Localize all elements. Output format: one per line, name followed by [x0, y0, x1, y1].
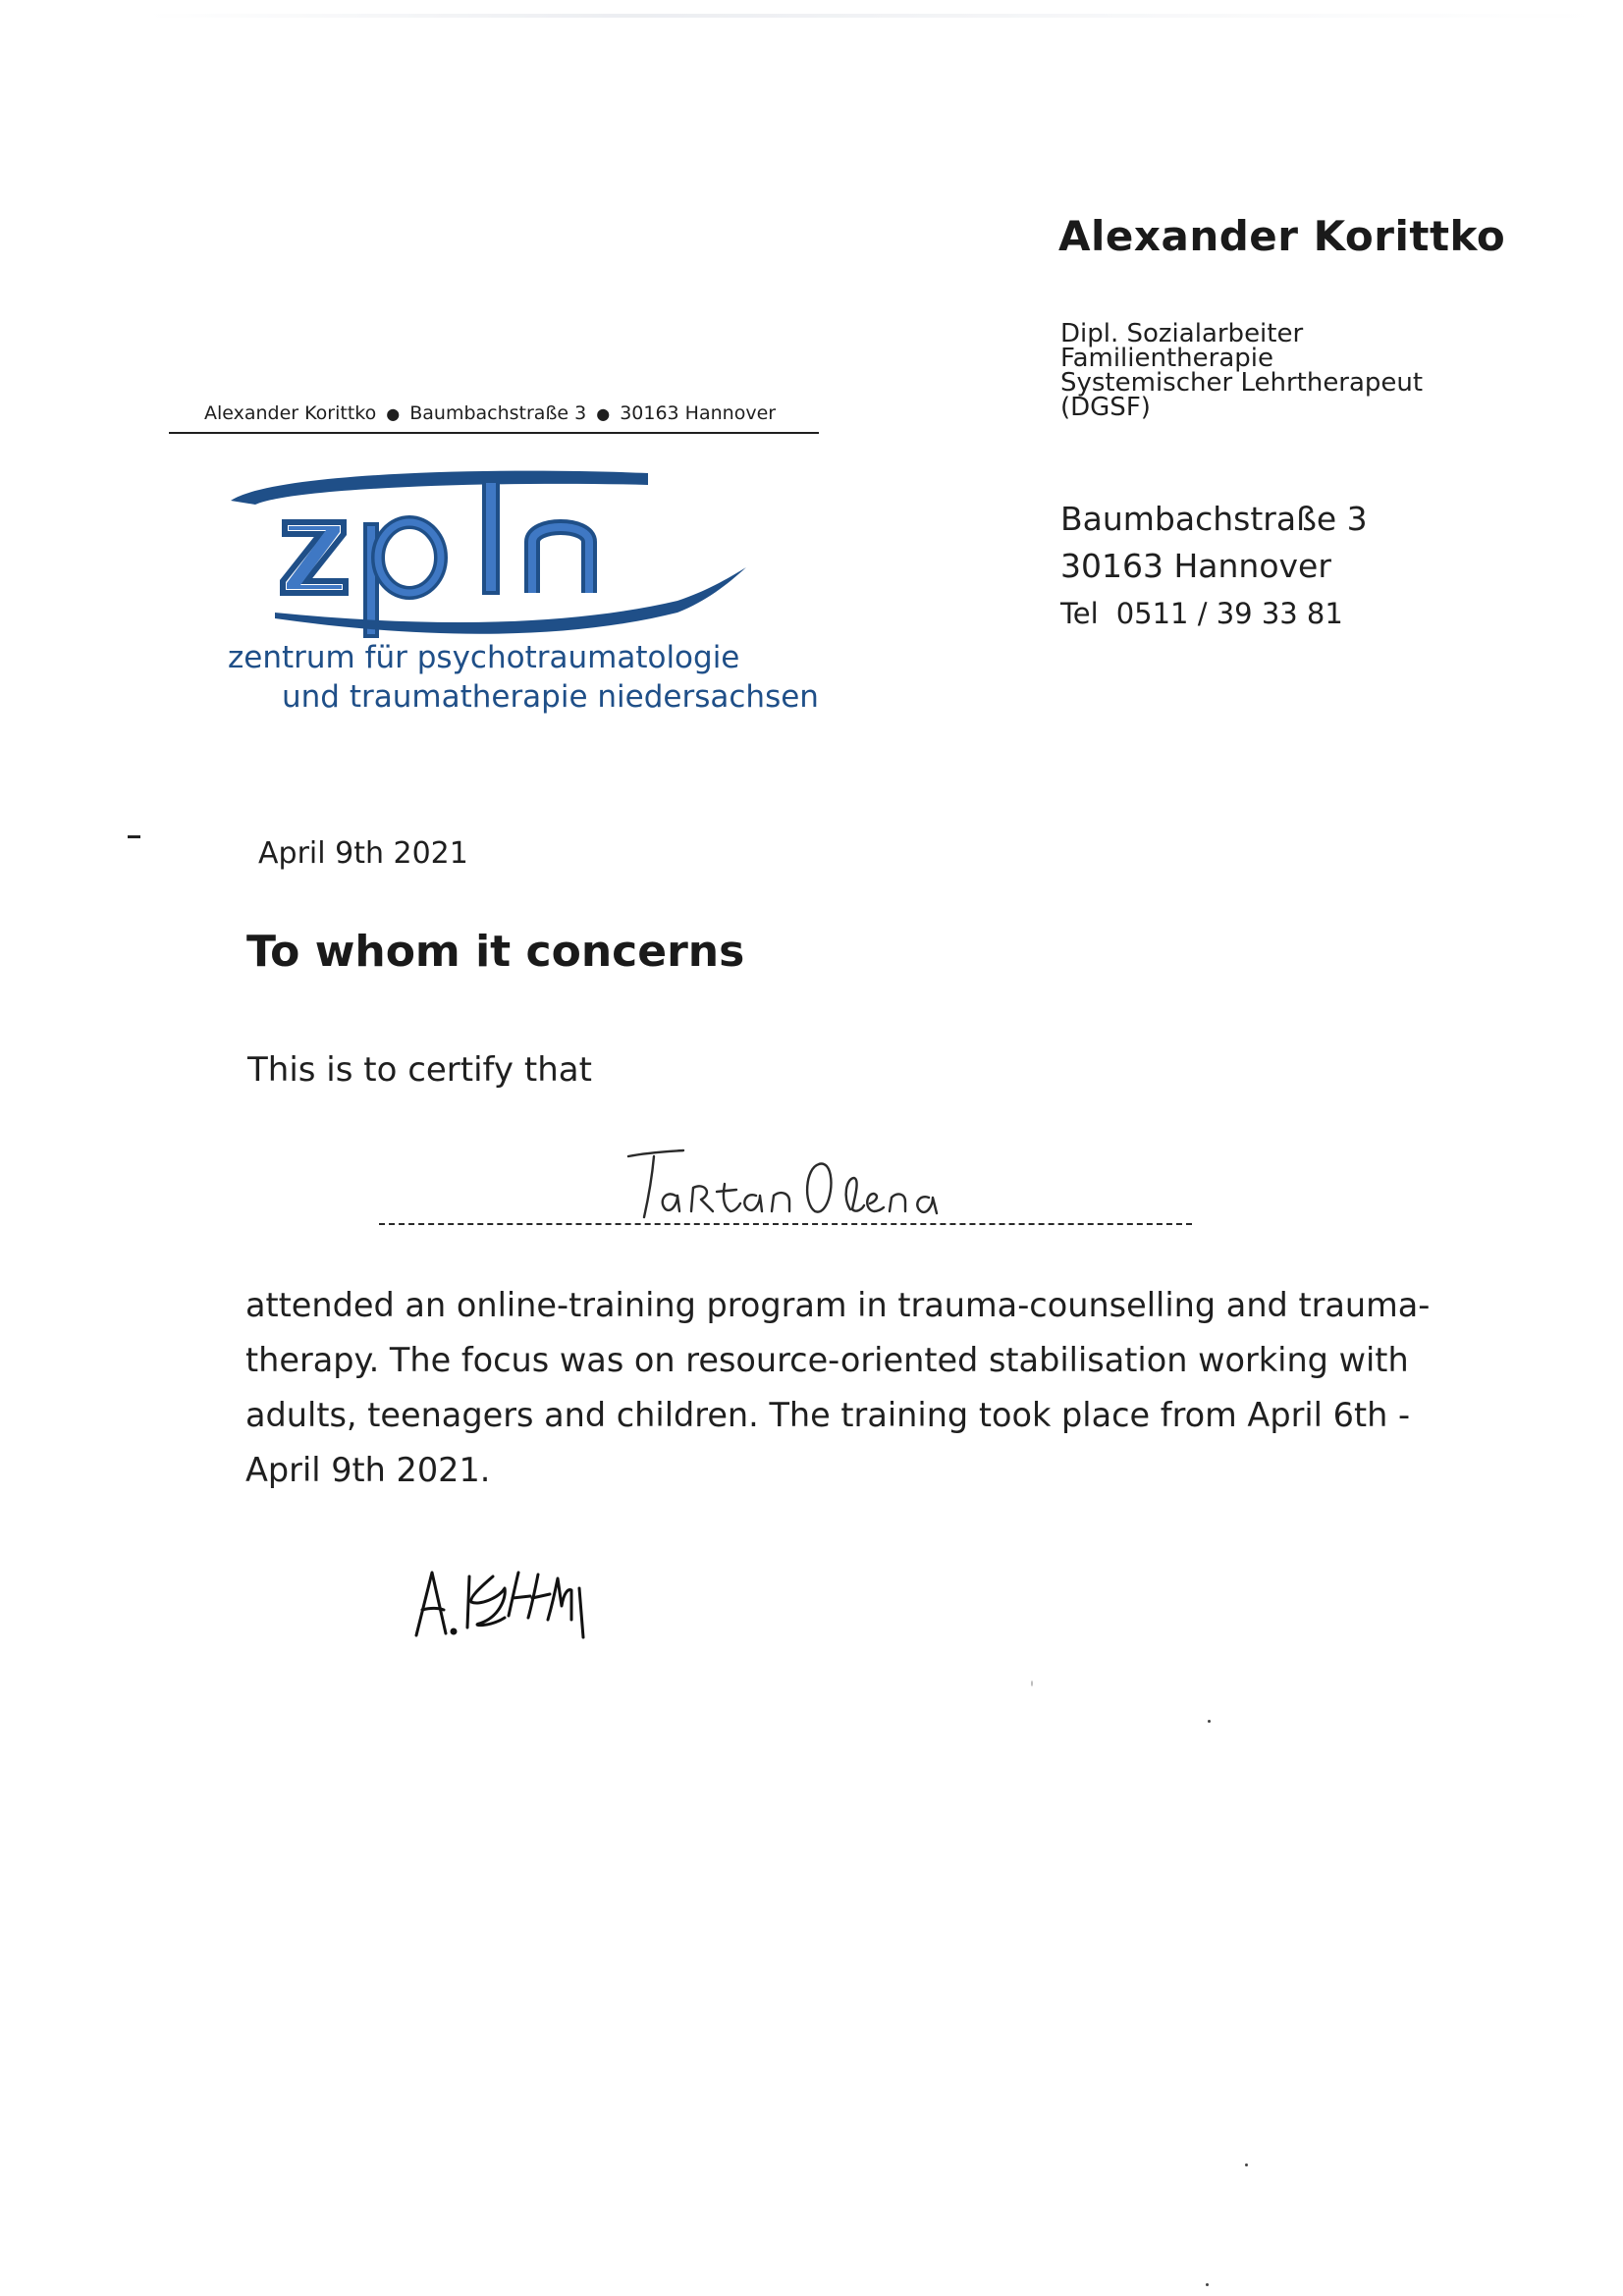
body-line: attended an online-training program in trauma-counselling and trauma- [245, 1286, 1431, 1324]
certificate-body [245, 1278, 1483, 1498]
scan-speck [1206, 2283, 1209, 2286]
sender-phone [1060, 590, 1368, 637]
sender-street: Baumbachstraße 3 [1060, 500, 1368, 538]
return-address-city: 30163 Hannover [620, 402, 777, 424]
return-address-name: Alexander Korittko [204, 402, 377, 424]
sender-title-line: Familientherapie [1060, 344, 1273, 373]
logo-caption [228, 638, 819, 717]
zptn-logo [216, 454, 805, 650]
return-address-street: Baumbachstraße 3 [409, 402, 587, 424]
sender-title-line: (DGSF) [1060, 393, 1151, 422]
logo-bottom-swoosh [275, 567, 746, 634]
participant-name-line [379, 1223, 1192, 1225]
fold-mark [128, 835, 140, 838]
logo-caption-line: und traumatherapie niedersachsen [282, 679, 819, 715]
letter-salutation: To whom it concerns [246, 927, 745, 977]
sender-titles [1060, 319, 1424, 422]
logo-letter-t [484, 481, 498, 593]
return-address [204, 402, 776, 424]
body-line: April 9th 2021. [245, 1451, 491, 1489]
sender-title-line: Systemischer Lehrtherapeut [1060, 368, 1424, 398]
logo-caption-line: zentrum für psychotraumatologie [228, 640, 740, 675]
certify-intro: This is to certify that [247, 1050, 592, 1090]
logo-top-swoosh [231, 471, 648, 505]
scan-speck [1208, 1720, 1211, 1723]
signature [410, 1559, 636, 1647]
sender-city: 30163 Hannover [1060, 547, 1331, 585]
phone-number: 0511 / 39 33 81 [1115, 597, 1343, 630]
scan-speck [1031, 1681, 1033, 1686]
bullet-separator: ● [596, 404, 611, 423]
sender-address [1060, 496, 1368, 637]
sender-name: Alexander Korittko [1058, 212, 1506, 260]
participant-name-handwritten [619, 1139, 952, 1227]
logo-letter-n [532, 527, 589, 593]
sender-title-line: Dipl. Sozialarbeiter [1060, 319, 1304, 348]
phone-label: Tel [1060, 597, 1099, 630]
return-address-rule [169, 432, 819, 434]
scan-speck [1245, 2163, 1248, 2166]
body-line: adults, teenagers and children. The training took place from April 6th - [245, 1396, 1411, 1434]
scan-edge-artifact [147, 14, 1600, 18]
body-line: therapy. The focus was on resource-oriented stabilisation working with [245, 1341, 1409, 1379]
bullet-separator: ● [386, 404, 401, 423]
letter-date: April 9th 2021 [258, 836, 468, 871]
